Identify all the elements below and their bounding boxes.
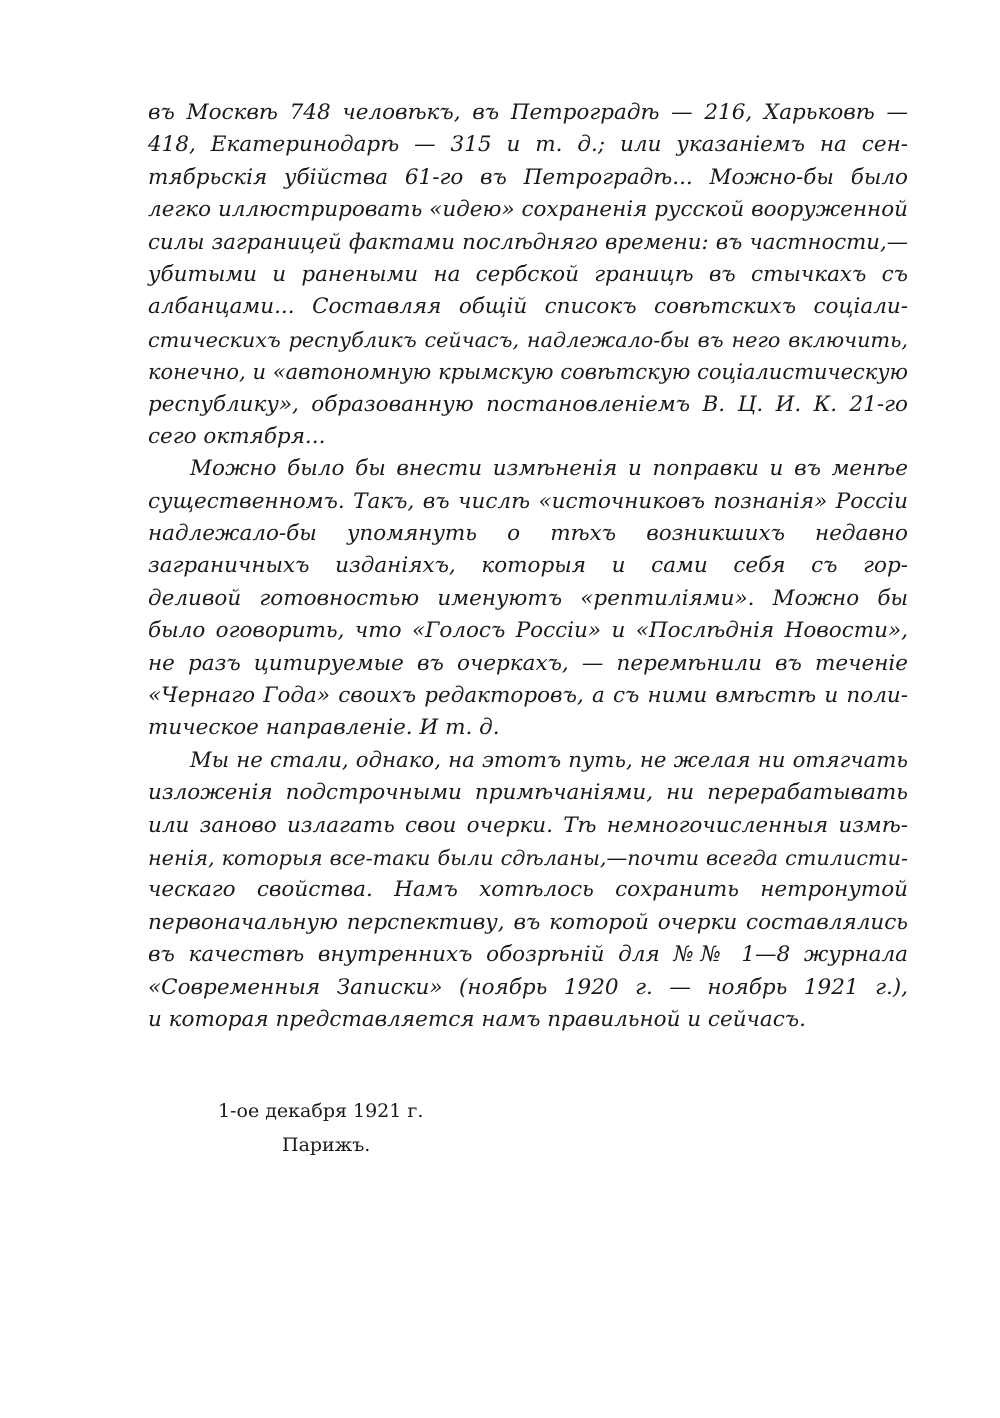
text-line: тическое направленіе. И т. д.: [148, 715, 500, 741]
text-line: Мы не стали, однако, на этотъ путь, не желая ни отягчать: [190, 747, 908, 773]
text-line: заграничныхъ изданіяхъ, которыя и сами себя съ гор-: [148, 553, 908, 579]
text-line: «Чернаго Года» своихъ редакторовъ, а съ ними вмѣстѣ и поли-: [148, 683, 908, 709]
signature-block: [218, 1094, 423, 1162]
text-line: 418, Екатеринодарѣ — 315 и т. д.; или указаніемъ на сен-: [148, 132, 908, 158]
text-line: ческаго свойства. Намъ хотѣлось сохранить нетронутой: [148, 877, 908, 903]
text-line: республику», образованную постановленіемъ В. Ц. И. К. 21-го: [148, 391, 908, 417]
text-line: надлежало-бы упомянуть о тѣхъ возникшихъ недавно: [148, 521, 908, 547]
text-line: или заново излагать свои очерки. Тѣ немногочисленныя измѣ-: [148, 812, 908, 838]
text-line: не разъ цитируемые въ очеркахъ, — перемѣнили въ теченіе: [148, 650, 908, 676]
body-text: [148, 97, 908, 1036]
text-line: и которая представляется намъ правильной и сейчасъ.: [148, 1006, 806, 1032]
text-line: Можно было бы внести измѣненія и поправки и въ менѣе: [190, 456, 908, 482]
text-line: силы заграницей фактами послѣдняго времени: въ частности,—: [148, 229, 908, 255]
text-line: деливой готовностью именуютъ «рептиліями». Можно бы: [148, 585, 908, 611]
text-line: изложенія подстрочными примѣчаніями, ни перерабатывать: [148, 780, 908, 806]
text-line: въ Москвѣ 748 человѣкъ, въ Петроградѣ — 216, Харьковѣ —: [148, 100, 908, 125]
text-line: первоначальную перспективу, въ которой очерки составлялись: [148, 909, 908, 935]
text-line: въ качествѣ внутреннихъ обозрѣній для №№ 1—8 журнала: [148, 942, 908, 968]
signature-place: Парижъ.: [282, 1134, 371, 1156]
text-line: убитыми и ранеными на сербской границѣ въ стычкахъ съ: [148, 261, 908, 287]
text-line: легко иллюстрировать «идею» сохраненія русской вооруженной: [148, 197, 908, 223]
text-line: конечно, и «автономную крымскую совѣтскую соціалистическую: [148, 360, 908, 385]
text-line: тябрьскія убійства 61-го въ Петроградѣ... Можно-бы было: [148, 164, 908, 190]
text-line: албанцами... Составляя общій списокъ совѣтскихъ соціали-: [148, 294, 908, 320]
signature-date: 1-ое декабря 1921 г.: [218, 1100, 424, 1122]
text-line: «Современныя Записки» (ноябрь 1920 г. — ноябрь 1921 г.),: [148, 974, 908, 1000]
text-line: ненія, которыя все-таки были сдѣланы,—почти всегда стилисти-: [148, 845, 908, 870]
text-line: было оговорить, что «Голосъ Россіи» и «Послѣднія Новости»,: [148, 618, 908, 644]
text-line: существенномъ. Такъ, въ числѣ «источниковъ познанія» Россіи: [148, 488, 908, 514]
text-line: стическихъ республикъ сейчасъ, надлежало-бы въ него включить,: [148, 327, 908, 352]
text-line: сего октября...: [148, 423, 326, 449]
